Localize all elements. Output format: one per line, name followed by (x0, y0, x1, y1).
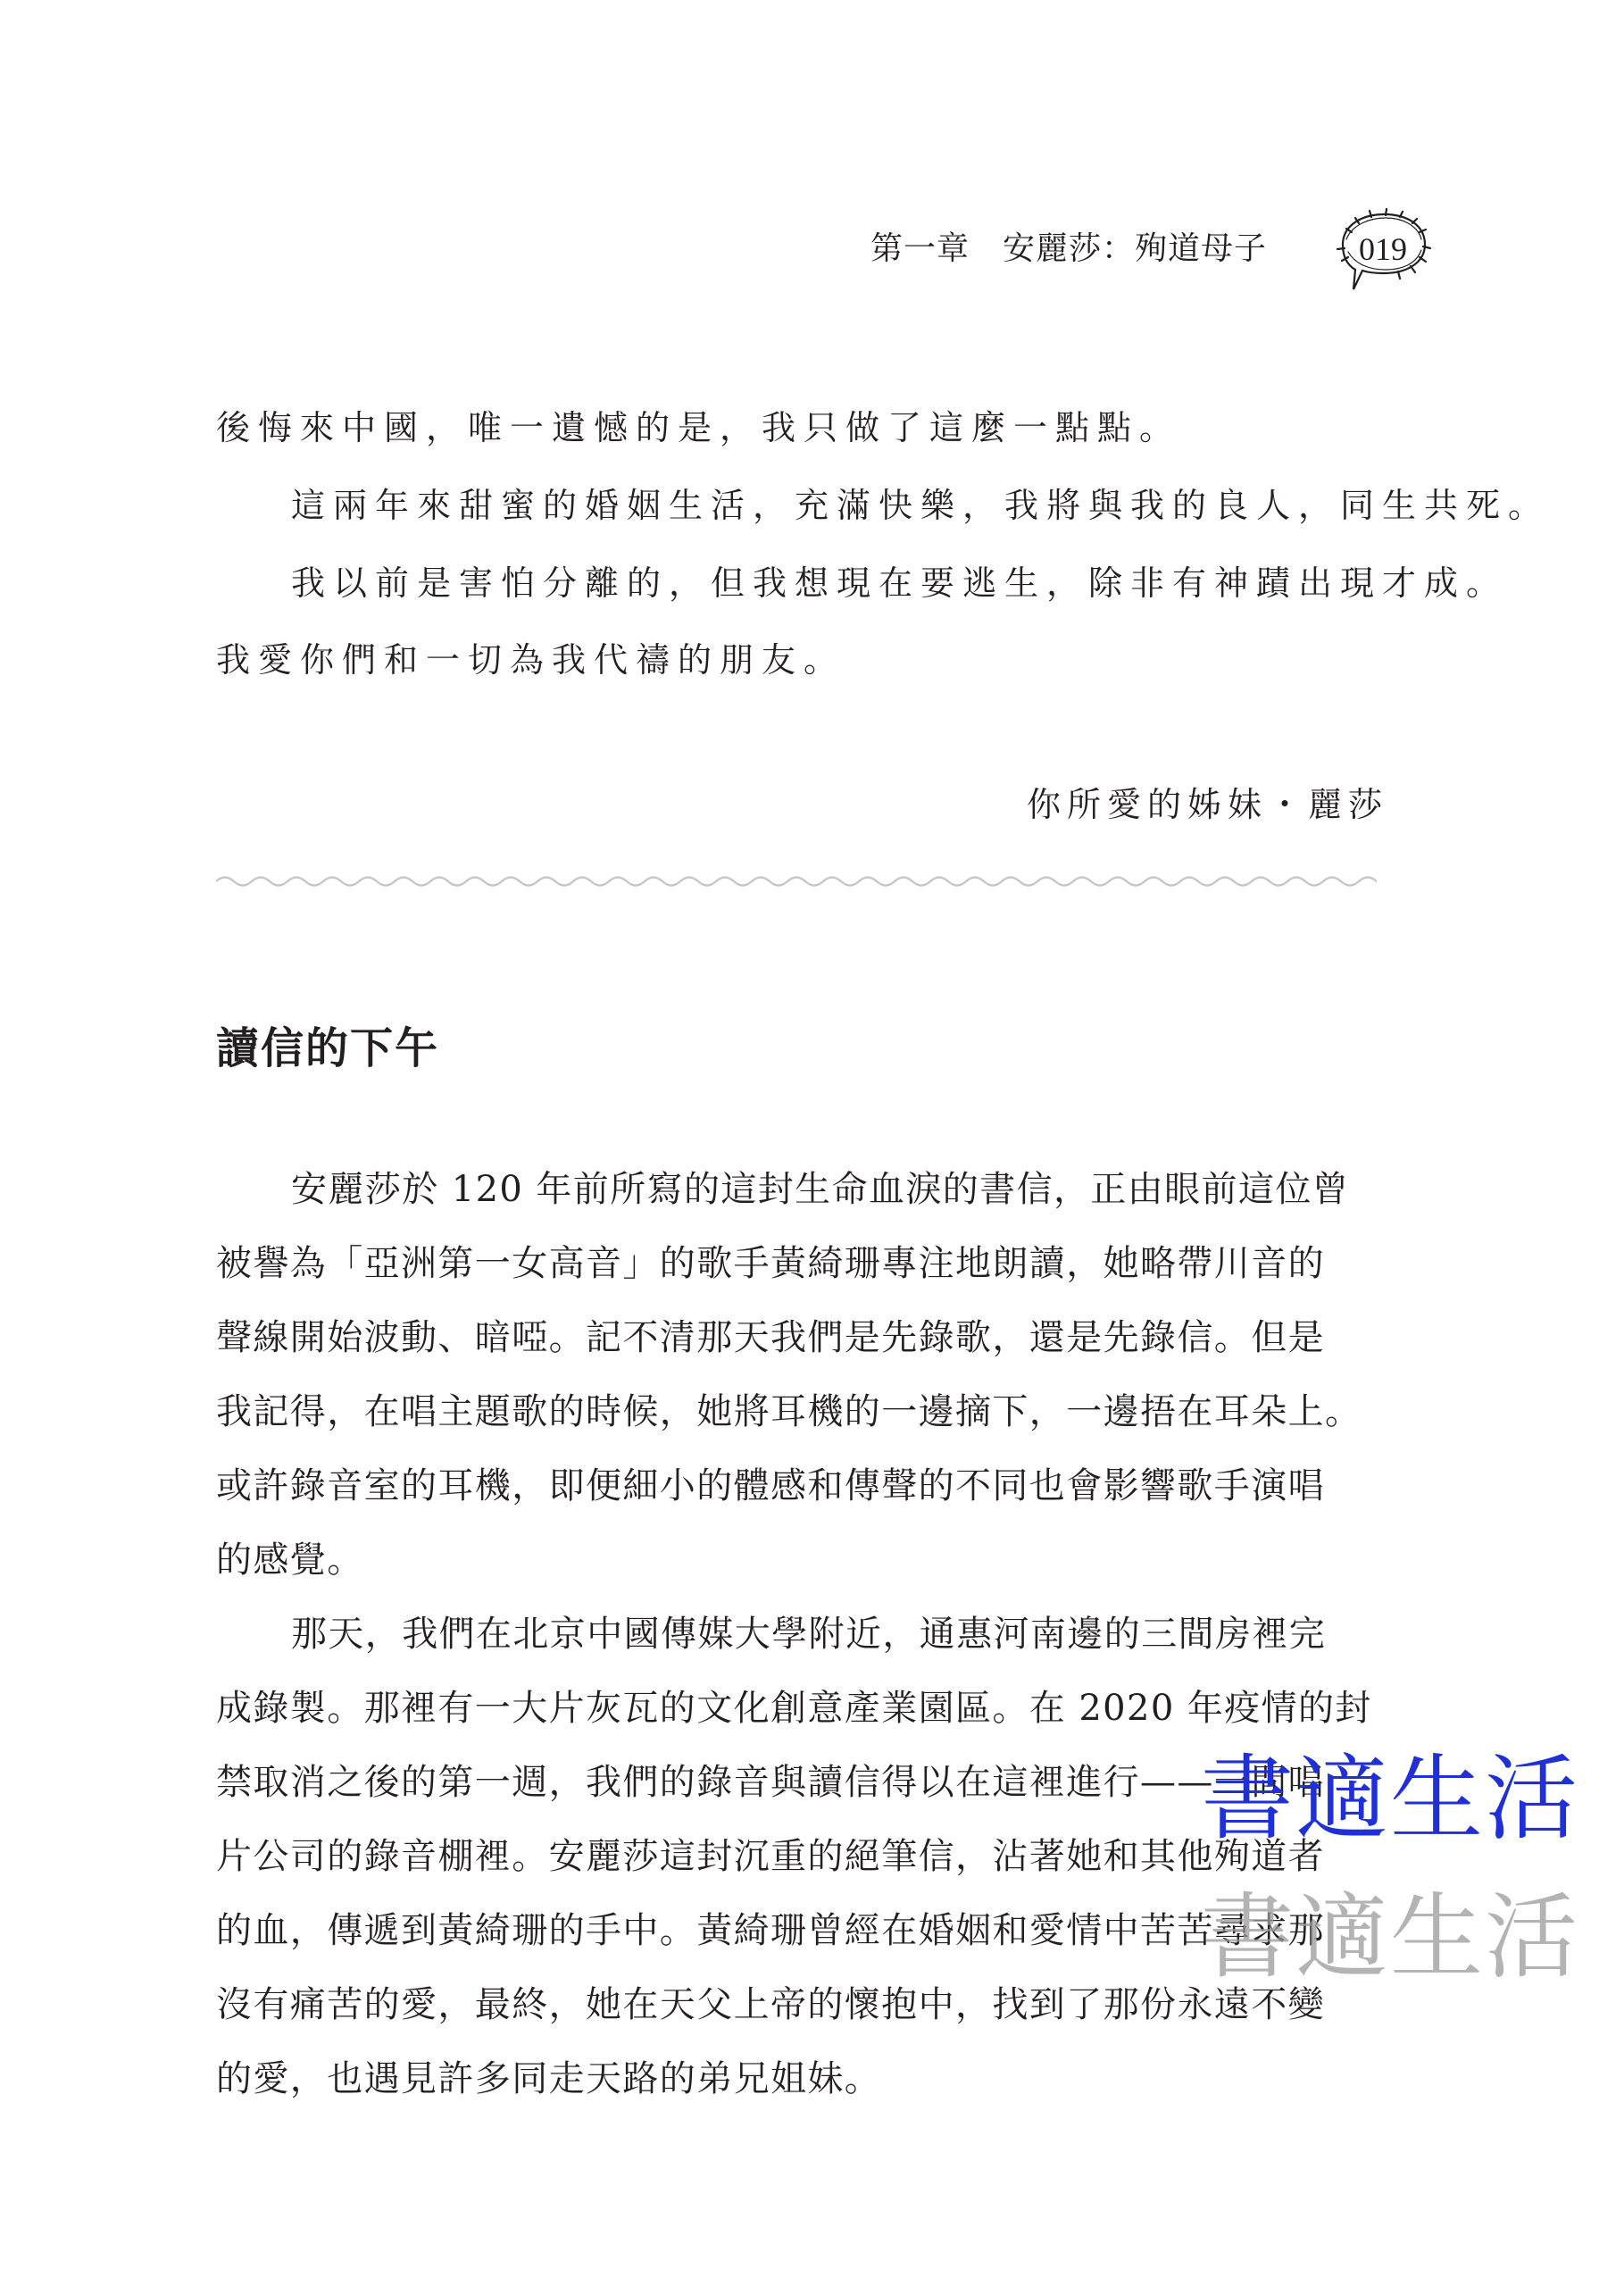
body-line: 那天，我們在北京中國傳媒大學附近，通惠河南邊的三間房裡完 (291, 1614, 1327, 1655)
watermark-logo: 書適生活 (1201, 1744, 1580, 1853)
body-line: 或許錄音室的耳機，即便細小的體感和傳聲的不同也會影響歌手演唱 (216, 1465, 1325, 1506)
body-line: 被譽為「亞洲第一女高音」的歌手黃綺珊專注地朗讀，她略帶川音的 (216, 1243, 1325, 1284)
body-line: 的感覺。 (216, 1540, 364, 1581)
body-line: 的血，傳遞到黃綺珊的手中。黃綺珊曾經在婚姻和愛情中苦苦尋求那 (216, 1910, 1325, 1951)
body-line: 聲線開始波動、暗啞。記不清那天我們是先錄歌，還是先錄信。但是 (216, 1317, 1325, 1358)
letter-signature: 你所愛的姊妹・麗莎 (1027, 785, 1389, 824)
body-line: 安麗莎於 120 年前所寫的這封生命血淚的書信，正由眼前這位曾 (291, 1169, 1350, 1210)
wavy-divider (216, 871, 1377, 892)
body-line: 的愛，也遇見許多同走天路的弟兄姐妹。 (216, 2058, 882, 2099)
body-line: 禁取消之後的第一週，我們的錄音與讀信得以在這裡進行——一間唱 (216, 1762, 1325, 1803)
watermark-shadow: 書適生活 (1201, 1882, 1580, 1991)
section-heading: 讀信的下午 (216, 1023, 440, 1073)
letter-line: 我以前是害怕分離的，但我想現在要逃生，除非有神蹟出現才成。 (291, 563, 1509, 603)
body-line: 我記得，在唱主題歌的時候，她將耳機的一邊摘下，一邊捂在耳朵上。 (216, 1391, 1362, 1432)
page-number: 019 (1359, 231, 1407, 267)
body-line: 片公司的錄音棚裡。安麗莎這封沉重的絕筆信，沾著她和其他殉道者 (216, 1836, 1325, 1877)
letter-line: 我愛你們和一切為我代禱的朋友。 (216, 640, 846, 680)
letter-line: 這兩年來甜蜜的婚姻生活，充滿快樂，我將與我的良人，同生共死。 (291, 486, 1551, 525)
letter-line: 後悔來中國，唯一遺憾的是，我只做了這麼一點點。 (216, 408, 1182, 447)
running-header: 第一章 安麗莎：殉道母子 (870, 230, 1268, 267)
body-line: 成錄製。那裡有一大片灰瓦的文化創意產業園區。在 2020 年疫情的封 (216, 1688, 1372, 1729)
body-line: 沒有痛苦的愛，最終，她在天父上帝的懷抱中，找到了那份永遠不變 (216, 1984, 1325, 2025)
